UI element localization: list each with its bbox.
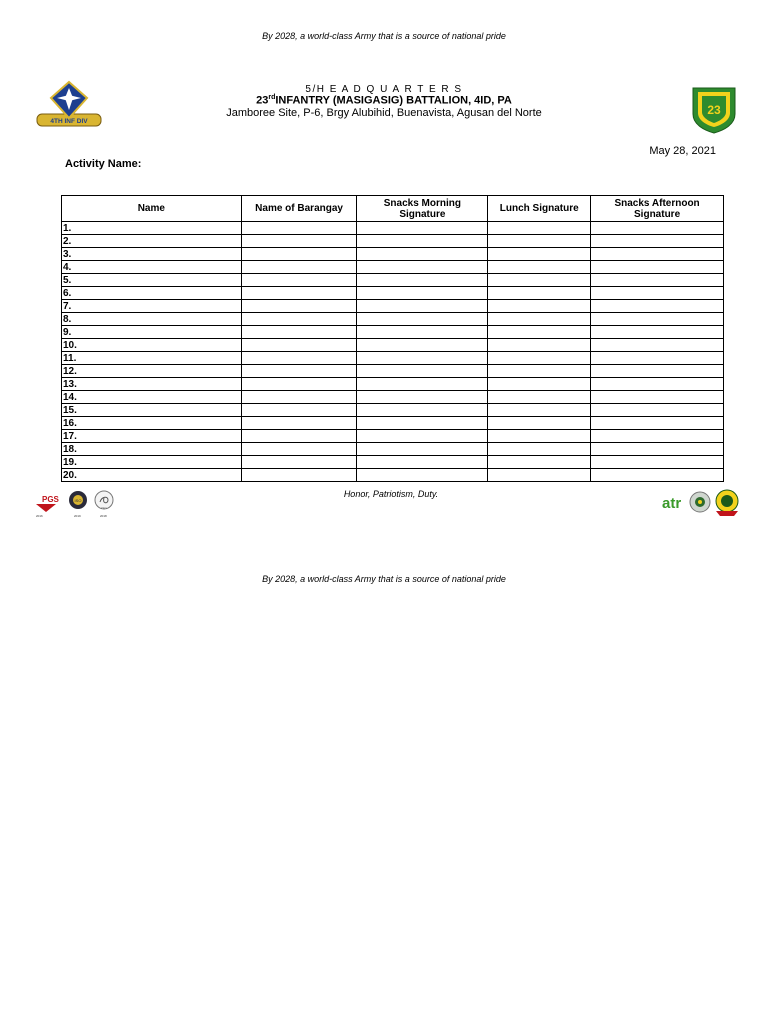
cell-name: 10.: [62, 339, 242, 352]
cell-snacks-afternoon[interactable]: [591, 235, 724, 248]
cell-name: 17.: [62, 430, 242, 443]
cell-barangay[interactable]: [241, 274, 357, 287]
cell-snacks-afternoon[interactable]: [591, 365, 724, 378]
table-row: [62, 248, 724, 261]
cell-barangay[interactable]: [241, 326, 357, 339]
svg-text:2019: 2019: [74, 514, 81, 518]
table-row: [62, 313, 724, 326]
unit-number: 23: [256, 94, 269, 107]
unit-superscript: rd: [268, 94, 276, 101]
table-row: [62, 469, 724, 482]
cell-snacks-morning[interactable]: [357, 391, 488, 404]
table-row: [62, 391, 724, 404]
cell-lunch[interactable]: [488, 339, 591, 352]
cell-barangay[interactable]: [241, 469, 357, 482]
column-header-lunch: Lunch Signature: [488, 196, 591, 222]
cell-lunch[interactable]: [488, 235, 591, 248]
cell-name: 9.: [62, 326, 242, 339]
cell-snacks-afternoon[interactable]: [591, 391, 724, 404]
cell-snacks-morning[interactable]: [357, 378, 488, 391]
table-row: [62, 443, 724, 456]
column-header-snacks-morning: Snacks Morning Signature: [357, 196, 488, 222]
cell-barangay[interactable]: [241, 300, 357, 313]
cell-snacks-morning[interactable]: [357, 352, 488, 365]
core-values: Honor, Patriotism, Duty.: [343, 489, 439, 499]
cell-name: 8.: [62, 313, 242, 326]
cell-snacks-afternoon[interactable]: [591, 339, 724, 352]
table-header-row: [62, 196, 724, 222]
cell-snacks-afternoon[interactable]: [591, 313, 724, 326]
cell-name: 19.: [62, 456, 242, 469]
column-header-name: Name: [62, 196, 242, 222]
cell-barangay[interactable]: [241, 417, 357, 430]
svg-text:ISO: ISO: [74, 498, 82, 503]
cell-barangay[interactable]: [241, 365, 357, 378]
cell-snacks-morning[interactable]: [357, 339, 488, 352]
cell-barangay[interactable]: [241, 235, 357, 248]
cell-snacks-afternoon[interactable]: [591, 430, 724, 443]
cell-snacks-afternoon[interactable]: [591, 443, 724, 456]
column-header-snacks-afternoon: Snacks Afternoon Signature: [591, 196, 724, 222]
cell-snacks-morning[interactable]: [357, 222, 488, 235]
cell-barangay[interactable]: [241, 248, 357, 261]
cell-name: 11.: [62, 352, 242, 365]
cell-snacks-morning[interactable]: [357, 313, 488, 326]
cell-snacks-afternoon[interactable]: [591, 274, 724, 287]
cell-name: 18.: [62, 443, 242, 456]
table-row: [62, 261, 724, 274]
cell-lunch[interactable]: [488, 391, 591, 404]
cell-barangay[interactable]: [241, 222, 357, 235]
address: Jamboree Site, P-6, Brgy Alubihid, Buenavista, Agusan del Norte: [226, 107, 542, 119]
cell-snacks-afternoon[interactable]: [591, 417, 724, 430]
cell-snacks-morning[interactable]: [357, 404, 488, 417]
cell-lunch[interactable]: [488, 352, 591, 365]
table-row: [62, 352, 724, 365]
cell-snacks-afternoon[interactable]: [591, 261, 724, 274]
svg-text:ISO: ISO: [101, 506, 107, 510]
cell-snacks-afternoon[interactable]: [591, 469, 724, 482]
column-header-barangay: Name of Barangay: [241, 196, 357, 222]
table-row: [62, 430, 724, 443]
atr-logo-icon: [662, 495, 681, 512]
cell-name: 7.: [62, 300, 242, 313]
cell-lunch[interactable]: [488, 313, 591, 326]
cell-snacks-morning[interactable]: [357, 326, 488, 339]
cell-name: 3.: [62, 248, 242, 261]
table-row: [62, 378, 724, 391]
cell-barangay[interactable]: [241, 261, 357, 274]
cell-barangay[interactable]: [241, 456, 357, 469]
cell-barangay[interactable]: [241, 430, 357, 443]
cell-snacks-afternoon[interactable]: [591, 378, 724, 391]
cell-lunch[interactable]: [488, 287, 591, 300]
headquarters-line: 5/H E A D Q U A R T E R S: [305, 84, 463, 95]
cell-lunch[interactable]: [488, 404, 591, 417]
cell-name: 5.: [62, 274, 242, 287]
cell-lunch[interactable]: [488, 456, 591, 469]
cell-snacks-morning[interactable]: [357, 248, 488, 261]
shield-number: 23: [707, 103, 721, 117]
cell-snacks-morning[interactable]: [357, 274, 488, 287]
cell-snacks-morning[interactable]: [357, 261, 488, 274]
cell-snacks-afternoon[interactable]: [591, 248, 724, 261]
cell-name: 6.: [62, 287, 242, 300]
cell-barangay[interactable]: [241, 404, 357, 417]
cell-barangay[interactable]: [241, 352, 357, 365]
table-row: [62, 287, 724, 300]
left-logo-text: 4TH INF DIV: [50, 118, 88, 125]
cell-snacks-afternoon[interactable]: [591, 352, 724, 365]
cell-lunch[interactable]: [488, 222, 591, 235]
cell-lunch[interactable]: [488, 274, 591, 287]
partner-logos-icon: [661, 488, 741, 518]
cell-snacks-afternoon[interactable]: [591, 222, 724, 235]
table-row: [62, 222, 724, 235]
cell-snacks-afternoon[interactable]: [591, 300, 724, 313]
cell-snacks-morning[interactable]: [357, 300, 488, 313]
cell-snacks-morning[interactable]: [357, 235, 488, 248]
table-row: [62, 417, 724, 430]
cell-name: 1.: [62, 222, 242, 235]
table-row: [62, 274, 724, 287]
cell-name: 12.: [62, 365, 242, 378]
cell-snacks-afternoon[interactable]: [591, 287, 724, 300]
cell-lunch[interactable]: [488, 300, 591, 313]
table-row: [62, 365, 724, 378]
cell-barangay[interactable]: [241, 378, 357, 391]
svg-text:PGS: PGS: [42, 495, 59, 504]
cell-name: 13.: [62, 378, 242, 391]
cell-name: 14.: [62, 391, 242, 404]
unit-name: [0, 94, 768, 107]
cell-snacks-afternoon[interactable]: [591, 404, 724, 417]
cell-barangay[interactable]: [241, 313, 357, 326]
anniversary-seal-icon: [716, 490, 738, 516]
table-row: [62, 326, 724, 339]
cell-barangay[interactable]: [241, 443, 357, 456]
svg-text:atr: atr: [662, 495, 682, 512]
cell-snacks-afternoon[interactable]: [591, 326, 724, 339]
cell-snacks-afternoon[interactable]: [591, 456, 724, 469]
table-row: [62, 456, 724, 469]
cell-barangay[interactable]: [241, 287, 357, 300]
table-row: [62, 300, 724, 313]
cell-snacks-morning[interactable]: [357, 417, 488, 430]
cell-lunch[interactable]: [488, 417, 591, 430]
cell-name: 16.: [62, 417, 242, 430]
activity-name-label: Activity Name:: [65, 158, 142, 170]
cell-snacks-morning[interactable]: [357, 430, 488, 443]
cell-snacks-morning[interactable]: [357, 287, 488, 300]
unit-name-rest: INFANTRY (MASIGASIG) BATTALION, 4ID, PA: [275, 94, 512, 107]
cell-lunch[interactable]: [488, 430, 591, 443]
cell-lunch[interactable]: [488, 365, 591, 378]
attendance-table: [61, 195, 724, 482]
bottom-motto: By 2028, a world-class Army that is a source of national pride: [262, 574, 506, 584]
cell-lunch[interactable]: [488, 261, 591, 274]
cell-name: 4.: [62, 261, 242, 274]
cell-barangay[interactable]: [241, 391, 357, 404]
cell-snacks-morning[interactable]: [357, 456, 488, 469]
cell-snacks-morning[interactable]: [357, 469, 488, 482]
cell-name: 15.: [62, 404, 242, 417]
table-row: [62, 339, 724, 352]
cell-lunch[interactable]: [488, 443, 591, 456]
round-seal-icon: [690, 492, 710, 512]
document-date: May 28, 2021: [649, 145, 716, 157]
cell-lunch[interactable]: [488, 326, 591, 339]
cell-lunch[interactable]: [488, 378, 591, 391]
cell-snacks-morning[interactable]: [357, 443, 488, 456]
cell-name: 2.: [62, 235, 242, 248]
cell-lunch[interactable]: [488, 248, 591, 261]
top-motto: By 2028, a world-class Army that is a source of national pride: [262, 31, 506, 41]
cell-lunch[interactable]: [488, 469, 591, 482]
table-row: [62, 235, 724, 248]
cell-name: 20.: [62, 469, 242, 482]
table-row: [62, 404, 724, 417]
svg-text:2018: 2018: [100, 514, 107, 518]
cell-barangay[interactable]: [241, 339, 357, 352]
cell-snacks-morning[interactable]: [357, 365, 488, 378]
svg-text:2016: 2016: [36, 514, 43, 518]
